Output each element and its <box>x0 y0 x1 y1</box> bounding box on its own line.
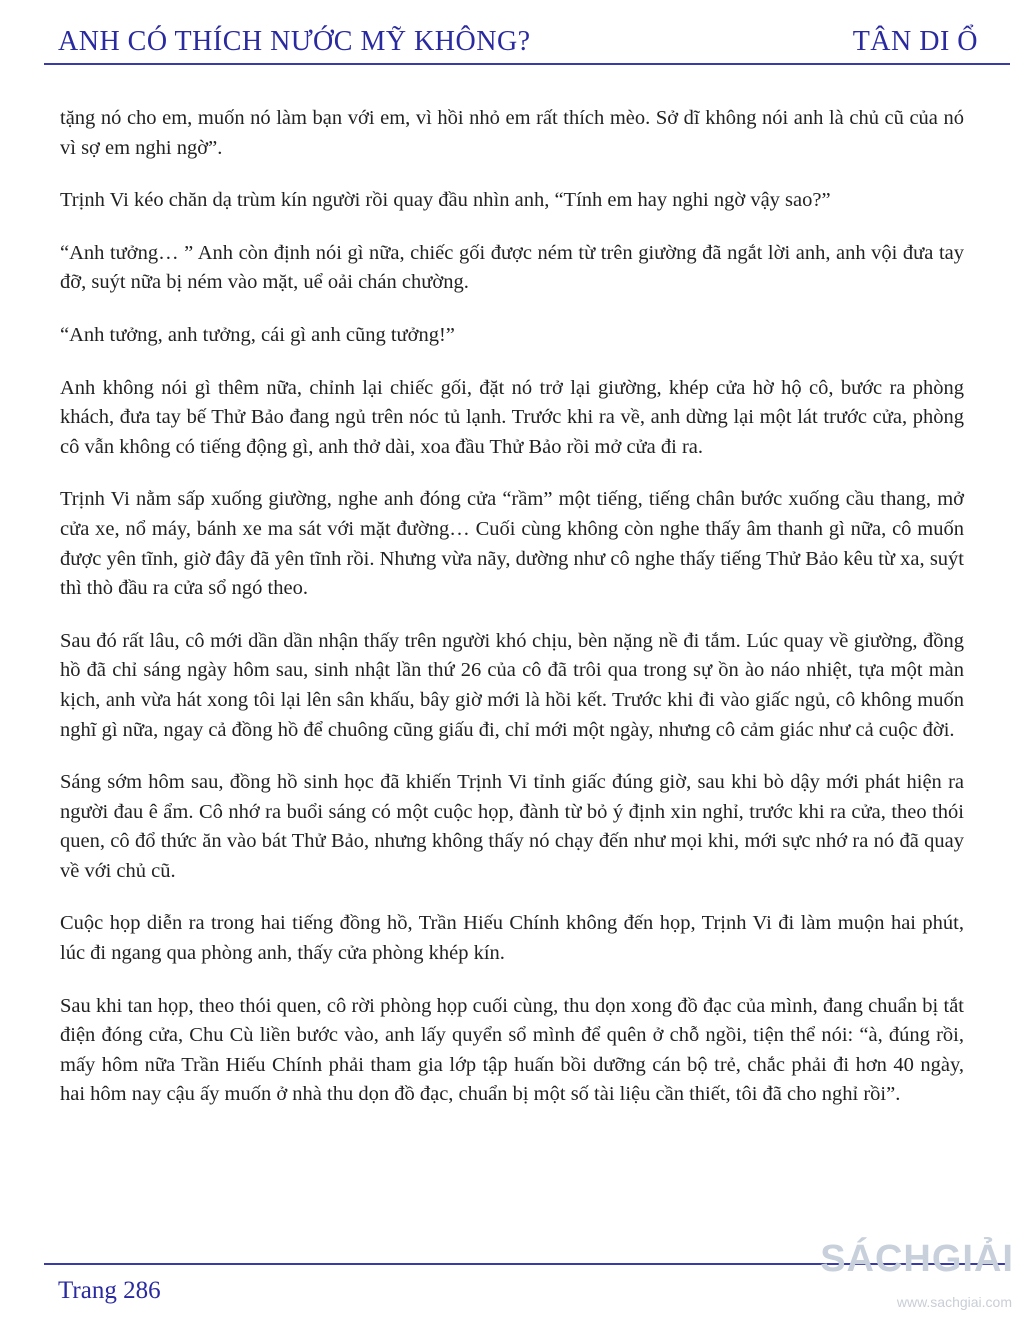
page-header <box>58 26 978 62</box>
watermark <box>818 1232 1014 1316</box>
paragraph: “Anh tưởng… ” Anh còn định nói gì nữa, chiếc gối được ném từ trên giường đã ngắt lời anh, anh vội đưa tay đỡ, suýt nữa bị ném vào mặt, uể oải chán chường. <box>60 241 964 294</box>
page-body <box>60 104 964 1133</box>
paragraph: Trịnh Vi kéo chăn dạ trùm kín người rồi quay đầu nhìn anh, “Tính em hay nghi ngờ vậy sao?” <box>60 189 831 212</box>
paragraph: Cuộc họp diễn ra trong hai tiếng đồng hồ, Trần Hiếu Chính không đến họp, Trịnh Vi đi làm muộn hai phút, lúc đi ngang qua phòng anh, thấy cửa phòng khép kín. <box>60 912 964 965</box>
header-divider <box>44 63 1010 65</box>
paragraph: Anh không nói gì thêm nữa, chỉnh lại chiếc gối, đặt nó trở lại giường, khép cửa hờ hộ cô, bước ra phòng khách, đưa tay bế Thử Bảo đang ngủ trên nóc tủ lạnh. Trước khi ra về, anh dừng lại một lát trước cửa, phòng cô vẫn không có tiếng động gì, anh thở dài, xoa đầu Thử Bảo rồi mở cửa đi ra. <box>60 376 964 458</box>
book-title: ANH CÓ THÍCH NƯỚC MỸ KHÔNG? <box>58 26 531 57</box>
paragraph: Trịnh Vi nằm sấp xuống giường, nghe anh đóng cửa “rầm” một tiếng, tiếng chân bước xuống cầu thang, mở cửa xe, nổ máy, bánh xe ma sát với mặt đường… Cuối cùng không còn nghe thấy âm thanh gì nữa, cô muốn được yên tĩnh, giờ đây đã yên tĩnh rồi. Nhưng vừa nãy, dường như cô nghe thấy tiếng Thử Bảo kêu từ xa, suýt thì thò đầu ra cửa sổ ngó theo. <box>60 488 964 600</box>
paragraph: Sáng sớm hôm sau, đồng hồ sinh học đã khiến Trịnh Vi tỉnh giấc đúng giờ, sau khi bò dậy mới phát hiện ra người đau ê ẩm. Cô nhớ ra buổi sáng có một cuộc họp, đành từ bỏ ý định xin nghỉ, trước khi ra cửa, theo thói quen, cô đổ thức ăn vào bát Thử Bảo, nhưng không thấy nó chạy đến như mọi khi, mới sực nhớ ra nó đã quay về với chủ cũ. <box>60 771 964 882</box>
paragraph: tặng nó cho em, muốn nó làm bạn với em, vì hồi nhỏ em rất thích mèo. Sở dĩ không nói anh là chủ cũ của nó vì sợ em nghi ngờ”. <box>60 107 964 159</box>
watermark-logo: SÁCHGIẢI <box>820 1238 1014 1280</box>
paragraph: Sau khi tan họp, theo thói quen, cô rời phòng họp cuối cùng, thu dọn xong đồ đạc của mình, đang chuẩn bị tắt điện đóng cửa, Chu Cù liền bước vào, anh lấy quyển sổ mình để quên ở chỗ ngồi, tiện thể nói: “à, đúng rồi, mấy hôm nữa Trần Hiếu Chính phải tham gia lớp tập huấn bồi dưỡng cán bộ trẻ, chắc phải đi hơn 40 ngày, hai hôm nay cậu ấy muốn ở nhà thu dọn đồ đạc, chuẩn bị một số tài liệu cần thiết, tôi đã cho nghỉ rồi”. <box>60 994 964 1106</box>
paragraph: Sau đó rất lâu, cô mới dần dần nhận thấy trên người khó chịu, bèn nặng nề đi tắm. Lúc quay về giường, đồng hồ đã chỉ sáng ngày hôm sau, sinh nhật lần thứ 26 của cô đã trôi qua trong sự ồn ào náo nhiệt, tựa một màn kịch, anh vừa hát xong tôi lại lên sân khấu, bây giờ mới là hồi kết. Trước khi đi vào giấc ngủ, cô không muốn nghĩ gì nữa, ngay cả đồng hồ để chuông cũng giấu đi, chỉ mới một ngày, nhưng cô cảm giác như cả cuộc đời. <box>60 629 964 741</box>
watermark-url: www.sachgiai.com <box>896 1294 1012 1310</box>
page-number: Trang 286 <box>58 1277 161 1304</box>
book-author: TÂN DI Ổ <box>852 26 978 57</box>
paragraph: “Anh tưởng, anh tưởng, cái gì anh cũng tưởng!” <box>60 323 455 346</box>
